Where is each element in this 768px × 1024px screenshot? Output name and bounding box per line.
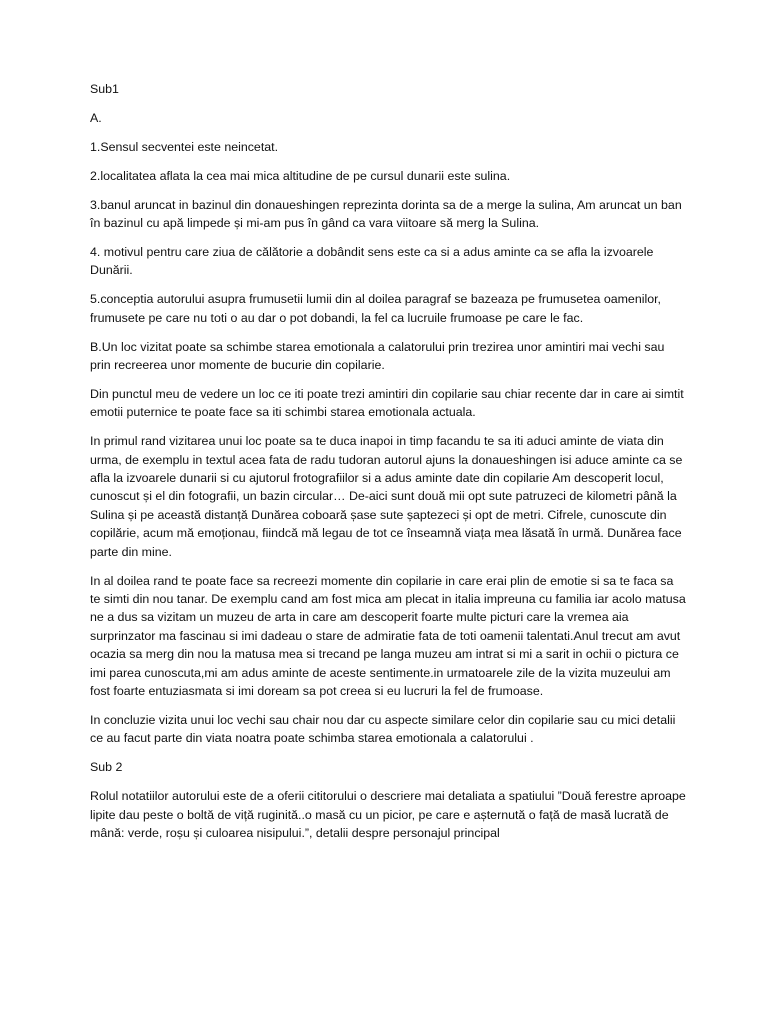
answer-paragraph: 1.Sensul secventei este neincetat. xyxy=(90,139,279,154)
answer-paragraph: 5.conceptia autorului asupra frumusetii lumii din al doilea paragraf se bazeaza pe frumusetea oamenilor, frumusete pe care nu toti o au dar o pot dobandi, la fel ca lucruile frumoase pe care le fac. xyxy=(90,292,661,325)
section-heading: Sub 2 xyxy=(90,760,123,775)
essay-paragraph: In concluzie vizita unui loc vechi sau chair nou dar cu aspecte similare celor din copilarie sau cu mici detalii ce au facut parte din viata noatra poate schimba starea emotionala a calatorului . xyxy=(90,712,676,746)
subsection-label: A. xyxy=(90,110,102,125)
section-heading: Sub1 xyxy=(90,82,119,96)
answer-paragraph: Rolul notatiilor autorului este de a oferii cititorului o descriere mai detaliata a spatiului ”Două ferestre aproape lipite dau peste o boltă de viță ruginită..o masă cu un picior, pe care e așternută o față de masă lucrată de mână: verde, roșu și culoarea nisipului.”, detalii despre personajul principal xyxy=(90,789,686,840)
document-page xyxy=(90,80,686,853)
essay-paragraph: Din punctul meu de vedere un loc ce iti poate trezi amintiri din copilarie sau chiar recente dar in care ai simtit emotii puternice te poate face sa iti schimbi starea emotionala actuala. xyxy=(90,386,684,420)
essay-paragraph: B.Un loc vizitat poate sa schimbe starea emotionala a calatorului prin trezirea unor amintiri mai vechi sau prin recreerea unor momente de bucurie din copilarie. xyxy=(90,339,665,372)
answer-paragraph: 4. motivul pentru care ziua de călătorie a dobândit sens este ca si a adus aminte ca se afla la izvoarele Dunării. xyxy=(90,244,654,278)
answer-paragraph: 2.localitatea aflata la cea mai mica altitudine de pe cursul dunarii este sulina. xyxy=(90,168,511,183)
essay-paragraph: In al doilea rand te poate face sa recreezi momente din copilarie in care erai plin de emotie si sa te faca sa te simti din nou tanar. De exemplu cand am fost mica am plecat in italia impreuna cu familia iar acolo matusa ne a dus sa vizitam un muzeu de arta in care am descoperit foarte multe picturi care la vremea aia surprinzator ma fascinau si imi dadeau o stare de admiratie fata de toti oamenii talentati.Anul trecut am avut ocazia sa merg din nou la matusa mea si trecand pe langa muzeu am intrat si mi a sarit in ochii o pictura ce imi parea cunoscuta,mi am adus aminte de aceste sentimente.in urmatoarele zile de la vizita muzeului am fost foarte entuziasmata si imi doream sa pot creea si eu lucruri la fel de frumoase. xyxy=(90,573,686,698)
answer-paragraph: 3.banul aruncat in bazinul din donaueshingen reprezinta dorinta sa de a merge la sulina, Am aruncat un ban în bazinul cu apă limpede și mi-am pus în gând ca vara viitoare să merg la Sulina. xyxy=(90,197,682,231)
essay-paragraph: In primul rand vizitarea unui loc poate sa te duca inapoi in timp facandu te sa iti aduci aminte de viata din urma, de exemplu in textul acea fata de radu tudoran autorul ajuns la donaueshingen isi aduce aminte ca se afla la izvoarele dunarii si cu ajutorul frotografiilor si a adus aminte date din copilarie Am descoperit locul, cunoscut și el din fotografii, un bazin circular… De-aici sunt două mii opt sute patruzeci de kilometri până la Sulina și pe această distanță Dunărea coboară șase sute șaptezeci și opt de metri. Cifrele, cunoscute din copilărie, acum mă emoționau, fiindcă mă legau de tot ce înseamnă viața mea lăsată în urmă. Dunărea face parte din mine. xyxy=(90,434,683,559)
